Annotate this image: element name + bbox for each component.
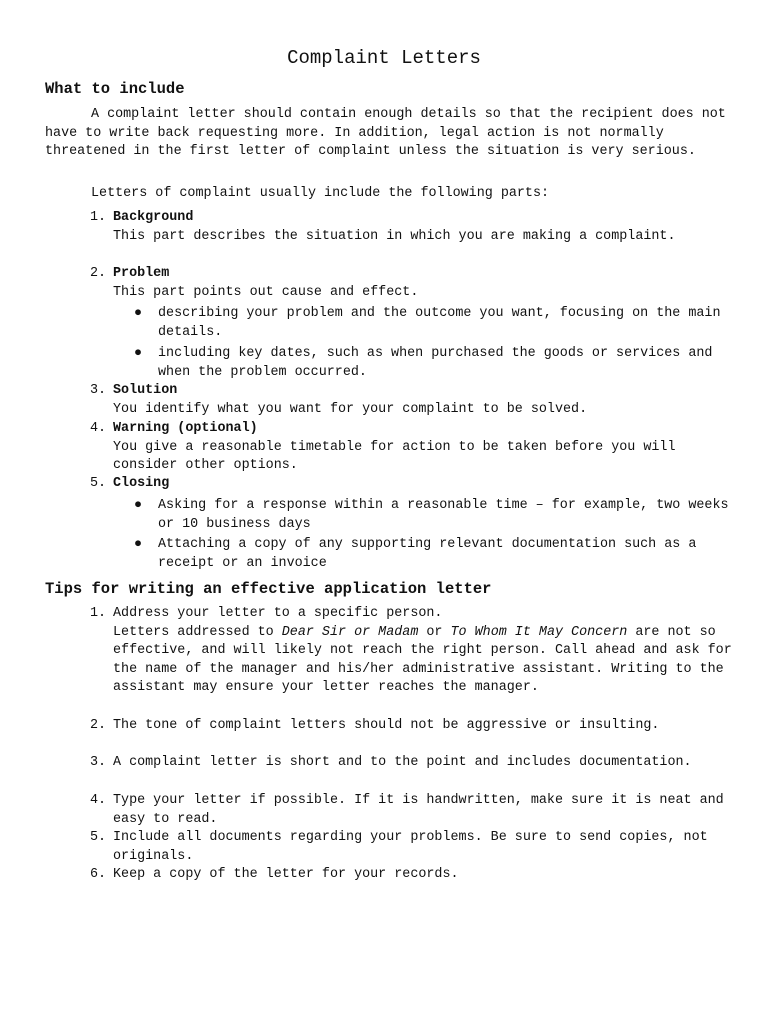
list-number: 3. — [90, 383, 107, 398]
list-number: 1. — [90, 606, 107, 621]
list-number: 5. — [90, 830, 107, 845]
list-number: 5. — [90, 476, 107, 491]
section-heading-what-to-include: What to include — [45, 80, 185, 98]
list-item-label: Problem — [113, 266, 170, 281]
tip-text: Keep a copy of the letter for your records. — [113, 867, 459, 882]
tip-detail: Letters addressed to Dear Sir or Madam or To Whom It May Concern are not so effective, and will likely not reach the right person. Call ahead and ask for the name of the manager and his/her administrative assistant. Writing to the assistant may ensure your letter reaches the manager. — [113, 624, 732, 696]
list-number: 2. — [90, 266, 107, 281]
list-item-description: This part points out cause and effect. — [113, 284, 419, 300]
tip-text: Include all documents regarding your problems. Be sure to send copies, not originals. — [113, 830, 708, 864]
tip-text: Type your letter if possible. If it is handwritten, make sure it is neat and easy to read. — [113, 793, 724, 827]
salutation-example: To Whom It May Concern — [450, 624, 628, 640]
bullet-icon: ● — [134, 537, 143, 552]
list-number: 4. — [90, 793, 107, 808]
page-title: Complaint Letters — [287, 47, 481, 69]
list-item-label: Warning (optional) — [113, 421, 258, 436]
list-item-description: You give a reasonable timetable for action to be taken before you will consider other options. — [113, 439, 676, 474]
bullet-icon: ● — [134, 346, 143, 361]
tip-text: A complaint letter is short and to the point and includes documentation. — [113, 755, 692, 770]
list-number: 4. — [90, 421, 107, 436]
list-item-label: Background — [113, 210, 194, 225]
section-heading-tips: Tips for writing an effective application letter — [45, 580, 492, 598]
list-number: 6. — [90, 867, 107, 882]
parts-intro-paragraph: Letters of complaint usually include the following parts: — [91, 186, 550, 201]
salutation-example: Dear Sir or Madam — [281, 624, 419, 640]
bullet-icon: ● — [134, 306, 143, 321]
list-number: 1. — [90, 210, 107, 225]
list-number: 3. — [90, 755, 107, 770]
list-item-label: Closing — [113, 476, 170, 491]
list-item-description: This part describes the situation in which you are making a complaint. — [113, 228, 676, 244]
list-number: 2. — [90, 718, 107, 733]
tip-text: Address your letter to a specific person. — [113, 606, 443, 621]
bullet-icon: ● — [134, 498, 143, 513]
list-item-description: You identify what you want for your complaint to be solved. — [113, 401, 588, 417]
intro-paragraph: A complaint letter should contain enough details so that the recipient does not have to write back requesting more. In addition, legal action is not normally threatened in the first letter of complaint unless the situation is very serious. — [45, 107, 726, 160]
list-item-label: Solution — [113, 383, 178, 398]
document-page: Complaint Letters What to include A complaint letter should contain enough details so that the recipient does not have to write back requesting more. In addition, legal action is not normally threatened in the first letter of complaint unless the situation is very serious. Letters of complaint usually include the following parts: 1. Background This part describes the situation in which you are making a complaint. 2. Problem This part points out cause and effect. ● describing your problem and the outcome you want, focusing on the main details. ● including key dates, such as when purchased the goods or services and when the problem occurred. 3. Solution You identify what you want for your complaint to be solved. 4. Warning (optional) You give a reasonable timetable for action to be taken before you will consider other options. 5. Closing ● Asking for a response within a reasonable time – for example, two weeks or 10 business days ● Attaching a copy of any supporting relevant documentation such as a receipt or an invoice Tips for writing an effective application letter 1. Address your letter to a specific person. Letters addressed to Dear Sir or Madam or To Whom It May Concern are not so effective, and will likely not reach the right person. Call ahead and ask for the name of the manager and his/her administrative assistant. Writing to the assistant may ensure your letter reaches the manager. 2. The tone of complaint letters should not be aggressive or insulting. 3. A complaint letter is short and to the point and includes documentation. 4. Type your letter if possible. If it is handwritten, make sure it is neat and easy to read. 5. Include all documents regarding your problems. Be sure to send copies, not originals. 6. Keep a copy of the letter for your records. — [0, 0, 768, 1024]
tip-text: The tone of complaint letters should not be aggressive or insulting. — [113, 718, 660, 733]
